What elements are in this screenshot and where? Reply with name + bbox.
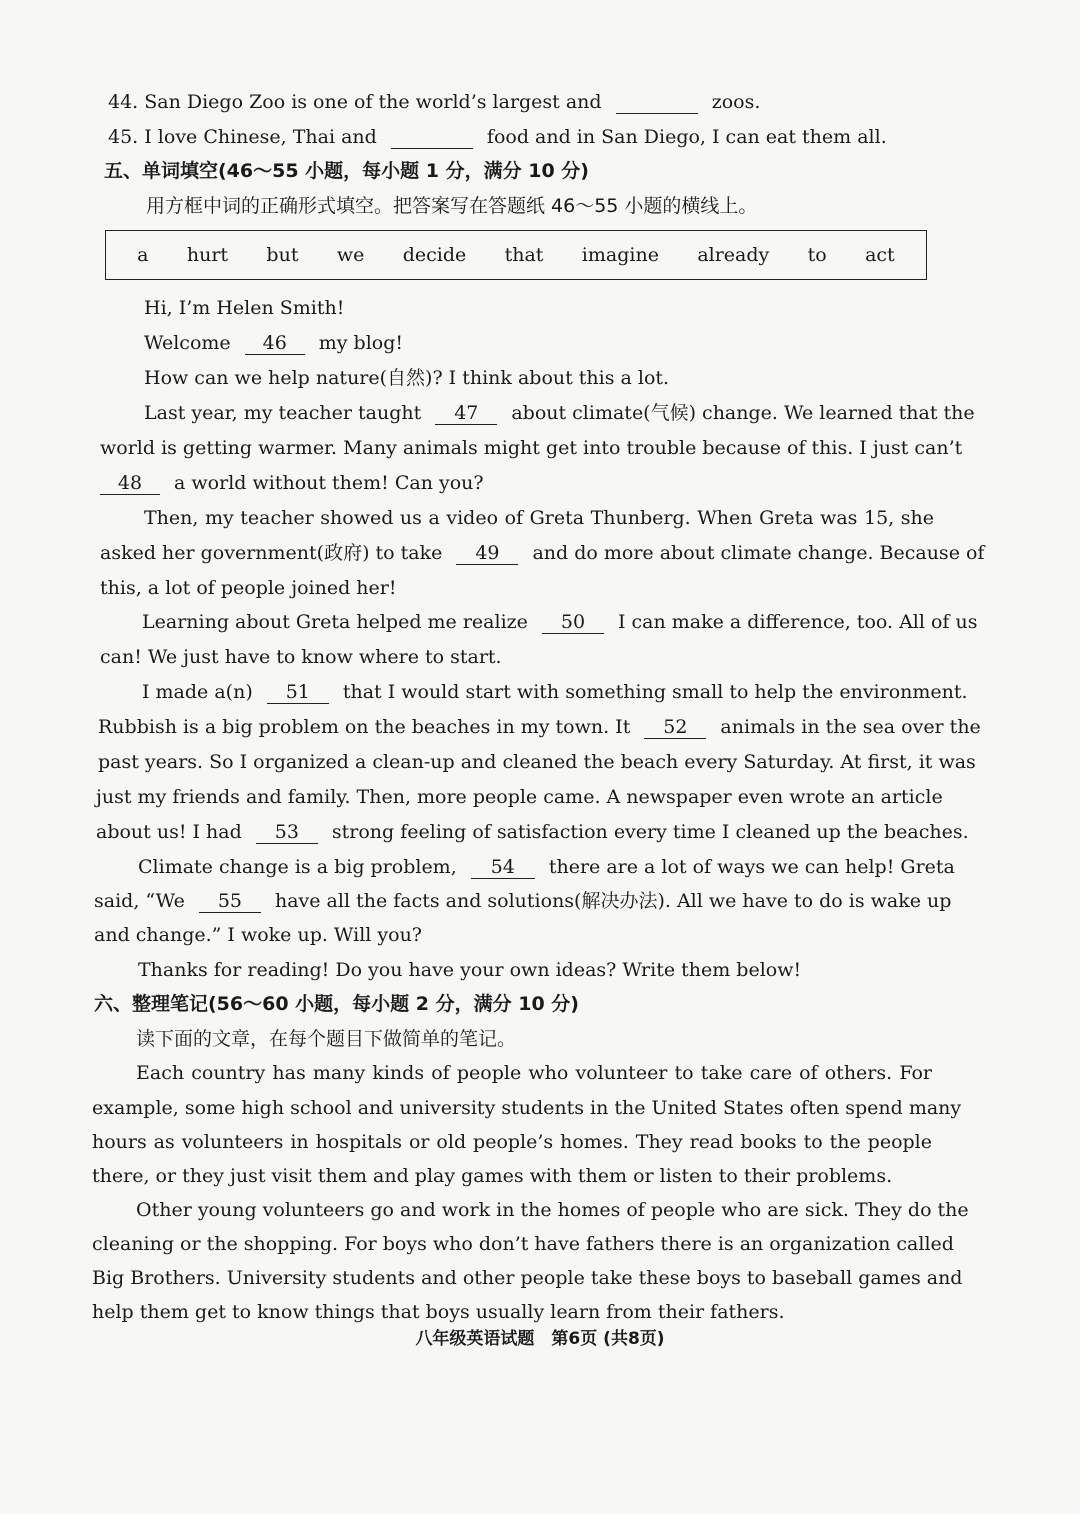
blank-50[interactable]: 50 xyxy=(542,611,604,634)
word-bank-item: but xyxy=(266,244,299,266)
passage-line: Then, my teacher showed us a video of Greta Thunberg. When Greta was 15, she xyxy=(144,507,934,529)
passage-line xyxy=(100,540,984,566)
section-6-line: Big Brothers. University students and other people take these boys to baseball games and xyxy=(92,1267,963,1289)
blank-47[interactable]: 47 xyxy=(435,402,497,425)
blank-52[interactable]: 52 xyxy=(644,716,706,739)
word-bank-item: to xyxy=(807,244,827,266)
word-bank-item: we xyxy=(336,244,365,266)
question-44-text-end: zoos. xyxy=(711,91,761,113)
word-bank-item: a xyxy=(137,244,149,266)
blank-55[interactable]: 55 xyxy=(199,890,261,913)
question-44-blank[interactable] xyxy=(616,91,698,114)
blank-49[interactable]: 49 xyxy=(456,542,518,565)
passage-line: past years. So I organized a clean-up and cleaned the beach every Saturday. At first, it was xyxy=(98,751,976,773)
passage-text: have all the facts and solutions(解决办法). All we have to do is wake up xyxy=(274,890,952,912)
passage-text: Last year, my teacher taught xyxy=(144,402,422,424)
passage-text: there are a lot of ways we can help! Greta xyxy=(548,856,955,878)
passage-line xyxy=(142,679,968,705)
passage-line: can! We just have to know where to start. xyxy=(100,646,502,668)
word-bank-item: imagine xyxy=(581,244,659,266)
passage-line: Hi, I’m Helen Smith! xyxy=(144,297,345,319)
section-6-instruction: 读下面的文章，在每个题目下做简单的笔记。 xyxy=(136,1028,517,1050)
passage-line xyxy=(142,609,977,635)
passage-text: Learning about Greta helped me realize xyxy=(142,611,528,633)
passage-text: a world without them! Can you? xyxy=(174,472,484,494)
section-5-instruction: 用方框中词的正确形式填空。把答案写在答题纸 46～55 小题的横线上。 xyxy=(146,195,758,217)
passage-line: this, a lot of people joined her! xyxy=(100,577,397,599)
passage-text: Rubbish is a big problem on the beaches in my town. It xyxy=(98,716,631,738)
passage-line xyxy=(144,400,975,426)
passage-line xyxy=(144,330,403,356)
passage-text: that I would start with something small to help the environment. xyxy=(342,681,968,703)
question-44-text: 44. San Diego Zoo is one of the world’s largest and xyxy=(108,91,602,113)
passage-text: asked her government(政府) to take xyxy=(100,542,443,564)
section-6-line: Each country has many kinds of people who volunteer to take care of others. For xyxy=(136,1062,932,1084)
section-6-line: cleaning or the shopping. For boys who don’t have fathers there is an organization called xyxy=(92,1233,954,1255)
passage-line: world is getting warmer. Many animals might get into trouble because of this. I just can’t xyxy=(100,437,963,459)
passage-line: just my friends and family. Then, more people came. A newspaper even wrote an article xyxy=(96,786,943,808)
passage-line xyxy=(100,470,484,496)
word-bank-box xyxy=(105,230,927,280)
question-45-text-end: food and in San Diego, I can eat them all. xyxy=(486,126,887,148)
passage-line: How can we help nature(自然)? I think about this a lot. xyxy=(144,367,670,389)
passage-text: I made a(n) xyxy=(142,681,253,703)
passage-line xyxy=(96,819,969,845)
passage-text: my blog! xyxy=(318,332,404,354)
section-6-line: example, some high school and university students in the United States often spend many xyxy=(92,1097,962,1119)
passage-text: about us! I had xyxy=(96,821,242,843)
passage-text: Climate change is a big problem, xyxy=(138,856,457,878)
passage-line: and change.” I woke up. Will you? xyxy=(94,924,422,946)
passage-line xyxy=(138,854,955,880)
passage-text: and do more about climate change. Because of xyxy=(532,542,985,564)
question-45-text: 45. I love Chinese, Thai and xyxy=(108,126,377,148)
word-bank-item: act xyxy=(865,244,895,266)
section-5-heading: 五、单词填空(46～55 小题，每小题 1 分，满分 10 分) xyxy=(104,160,589,182)
passage-text: said, “We xyxy=(94,890,185,912)
passage-text: I can make a difference, too. All of us xyxy=(618,611,978,633)
section-6-line: help them get to know things that boys usually learn from their fathers. xyxy=(92,1301,785,1323)
passage-line xyxy=(94,888,951,914)
word-bank-item: already xyxy=(697,244,770,266)
section-6-line: hours as volunteers in hospitals or old people’s homes. They read books to the people xyxy=(92,1131,932,1153)
question-45 xyxy=(108,124,887,150)
blank-51[interactable]: 51 xyxy=(267,681,329,704)
blank-48[interactable]: 48 xyxy=(100,472,160,495)
question-45-blank[interactable] xyxy=(391,126,473,149)
question-44 xyxy=(108,89,760,115)
section-6-line: there, or they just visit them and play games with them or listen to their problems. xyxy=(92,1165,893,1187)
blank-46[interactable]: 46 xyxy=(245,332,305,355)
section-6-line: Other young volunteers go and work in the homes of people who are sick. They do the xyxy=(136,1199,969,1221)
word-bank-item: that xyxy=(504,244,544,266)
word-bank-item: decide xyxy=(402,244,467,266)
passage-text: Welcome xyxy=(144,332,231,354)
blank-54[interactable]: 54 xyxy=(471,856,535,879)
passage-line xyxy=(98,714,981,740)
blank-53[interactable]: 53 xyxy=(256,821,318,844)
passage-text: strong feeling of satisfaction every time I cleaned up the beaches. xyxy=(331,821,969,843)
passage-text: animals in the sea over the xyxy=(720,716,981,738)
passage-text: about climate(气候) change. We learned that the xyxy=(511,402,975,424)
passage-line: Thanks for reading! Do you have your own ideas? Write them below! xyxy=(138,959,802,981)
page-footer: 八年级英语试题 第6页 (共8页) xyxy=(415,1329,665,1349)
word-bank-item: hurt xyxy=(186,244,229,266)
section-6-heading: 六、整理笔记(56～60 小题，每小题 2 分，满分 10 分) xyxy=(94,993,579,1015)
